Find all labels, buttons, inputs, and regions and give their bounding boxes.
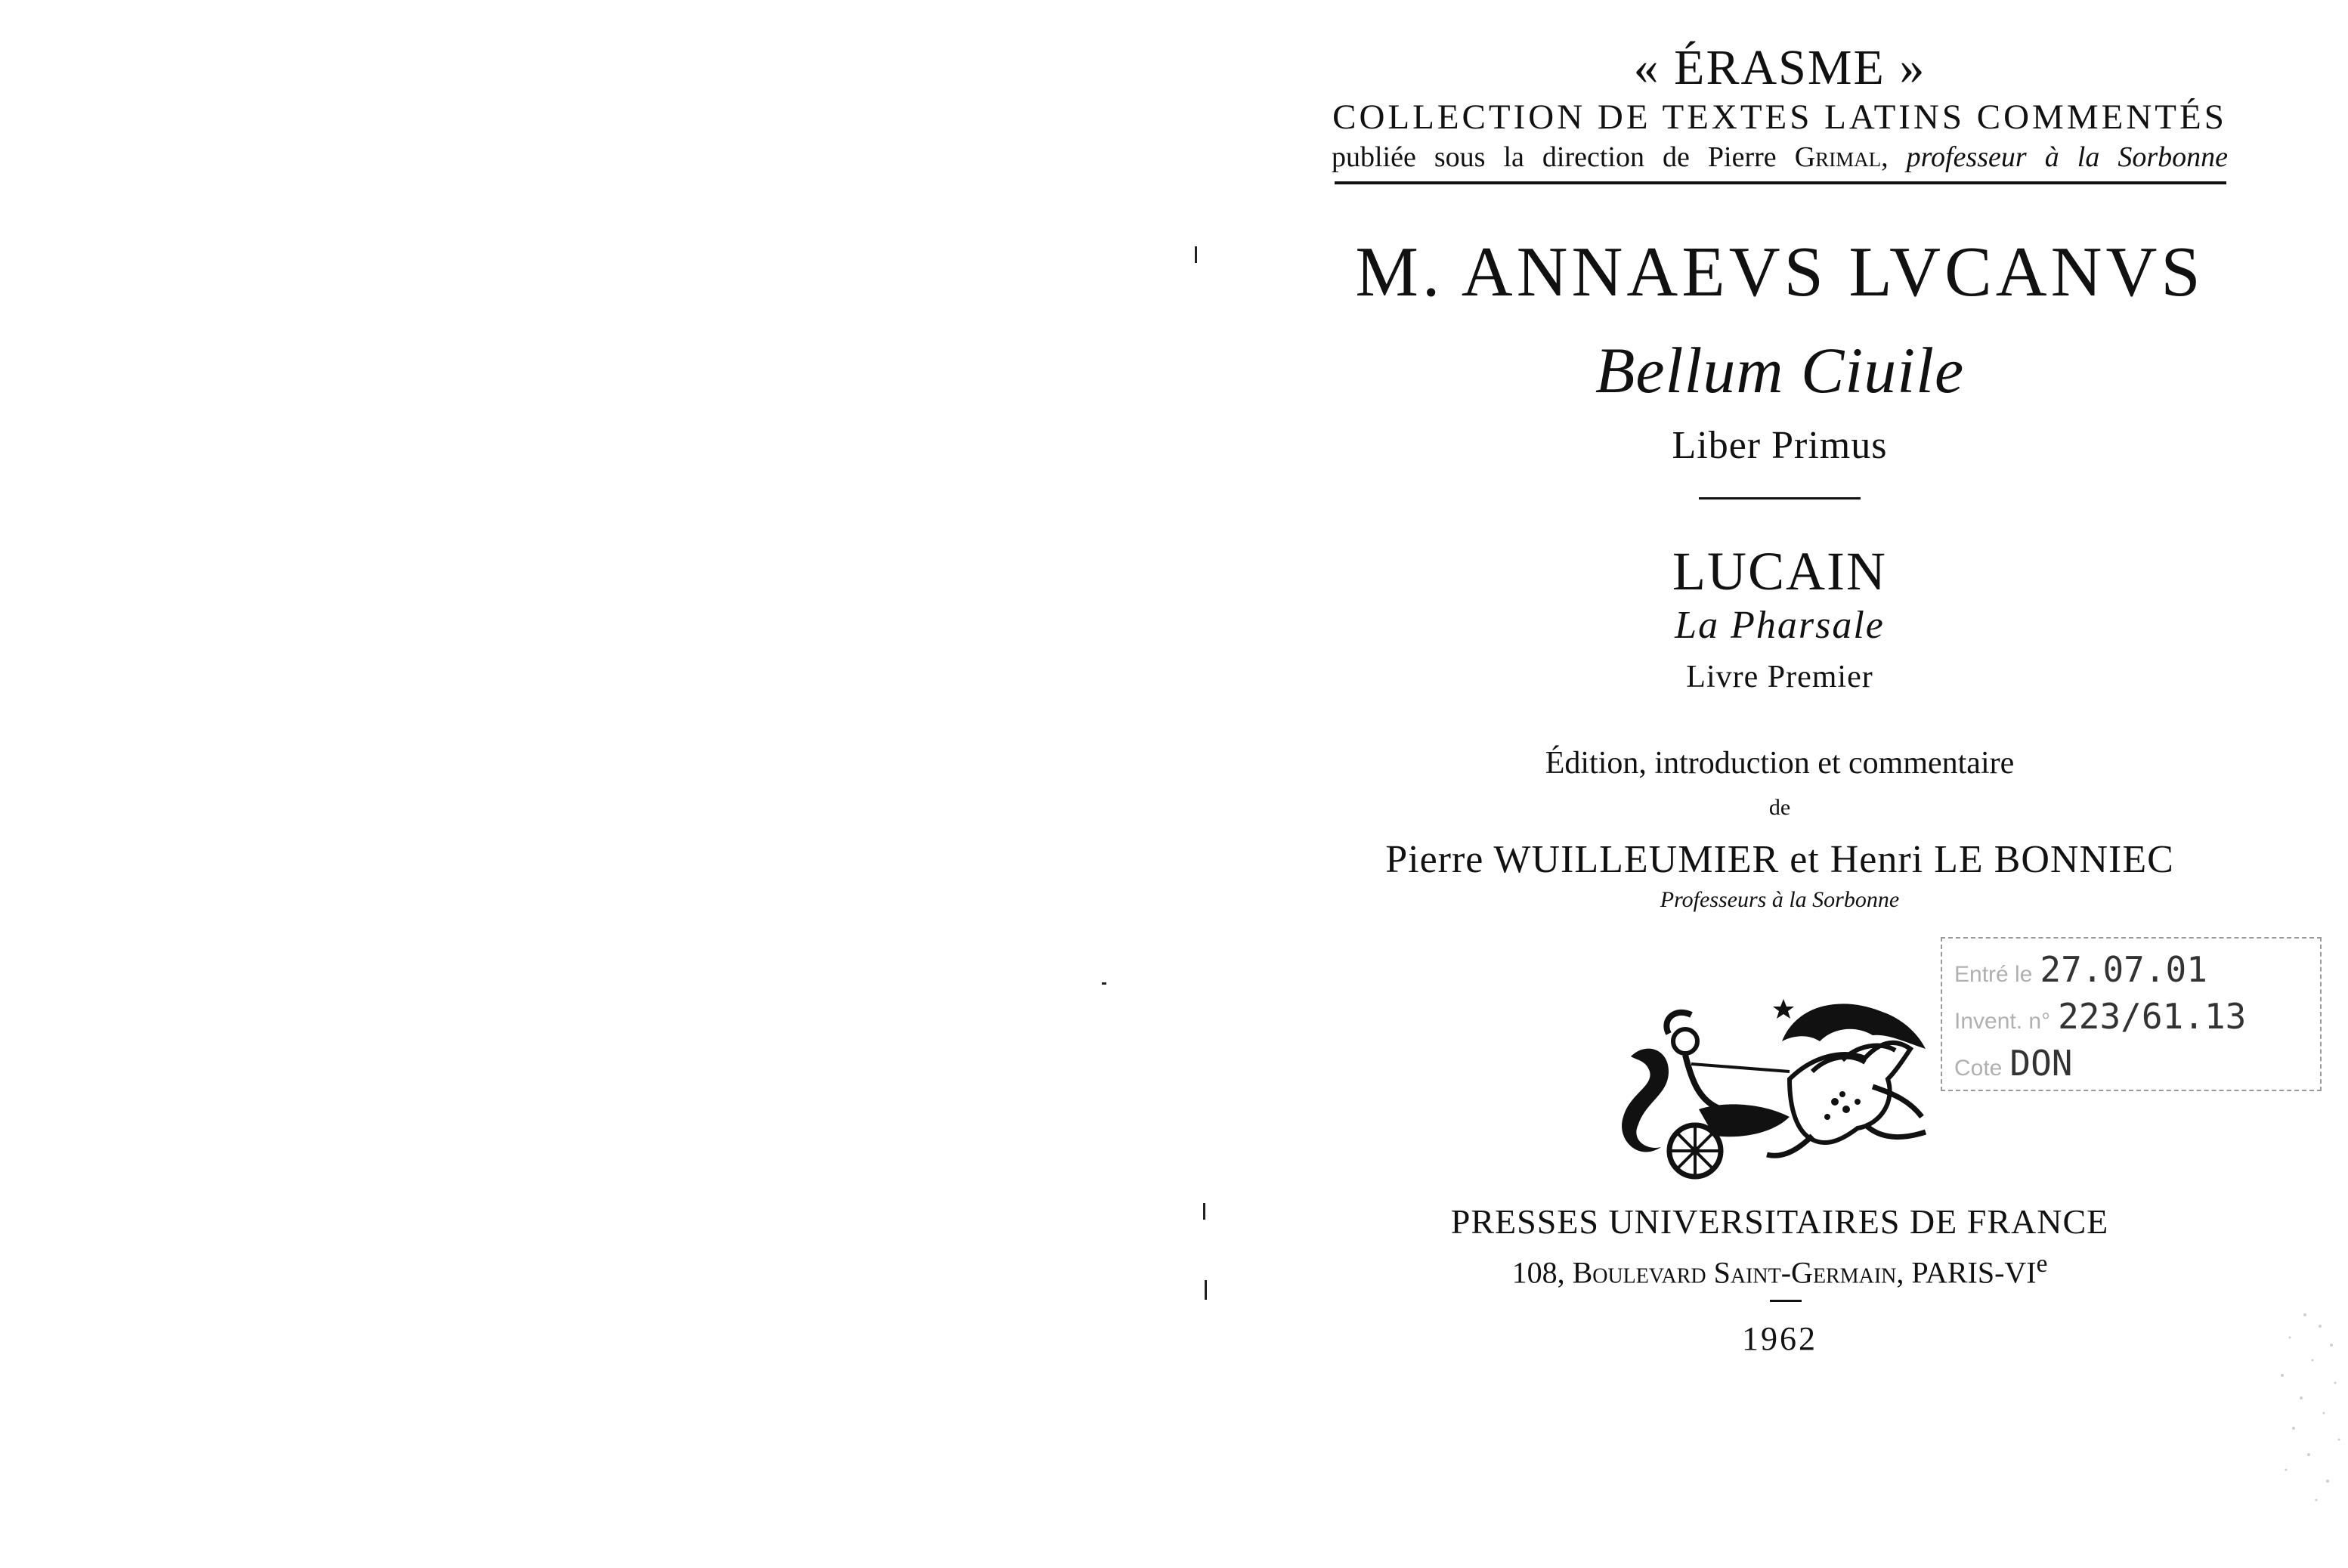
publisher-name: PRESSES UNIVERSITAIRES DE FRANCE <box>1450 1202 2109 1241</box>
address-number: 108, <box>1511 1255 1573 1290</box>
title-divider <box>1699 497 1861 499</box>
edition-de: de <box>1768 795 1791 820</box>
series-subtitle: COLLECTION DE TEXTES LATINS COMMENTÉS <box>1332 97 2227 137</box>
french-work: La Pharsale <box>1675 604 1885 647</box>
address-city: PARIS-VI <box>1904 1255 2037 1290</box>
address-street: Boulevard Saint-Germain, <box>1572 1255 1904 1290</box>
editors: Pierre WUILLEUMIER et Henri LE BONNIEC <box>1385 838 2174 881</box>
stamp-cote-label: Cote <box>1954 1056 2003 1081</box>
stamp-inventory-label: Invent. n° <box>1954 1009 2051 1034</box>
series-director <box>1332 141 2228 174</box>
editors-title: Professeurs à la Sorbonne <box>1660 887 1900 912</box>
latin-book: Liber Primus <box>1672 424 1888 467</box>
series-title: « ÉRASME » <box>1633 40 1926 95</box>
scan-mark <box>1203 1203 1205 1220</box>
series-rule <box>1335 181 2226 184</box>
scan-mark <box>1205 1280 1207 1300</box>
stamp-row-inventory <box>1954 996 2247 1037</box>
french-author: LUCAIN <box>1672 541 1887 602</box>
publisher-address <box>1332 1250 2228 1290</box>
stamp-entry-label: Entré le <box>1954 962 2033 987</box>
library-stamp <box>1941 937 2322 1091</box>
chariot-logo-icon <box>1616 988 1941 1185</box>
series-director-name: Grimal, <box>1794 141 1889 173</box>
edition-line: Édition, introduction et commentaire <box>1545 746 2015 781</box>
stamp-cote-value: DON <box>2009 1043 2073 1084</box>
publication-year: 1962 <box>1742 1320 1817 1357</box>
stamp-row-cote <box>1954 1043 2073 1084</box>
latin-author: M. ANNAEVS LVCANVS <box>1355 233 2204 311</box>
stamp-inventory-value: 223/61.13 <box>2058 996 2247 1037</box>
stamp-row-entry <box>1954 949 2207 990</box>
series-director-prefix: publiée sous la direction de Pierre <box>1332 141 1795 173</box>
latin-work: Bellum Ciuile <box>1595 334 1965 407</box>
series-director-role: professeur à la Sorbonne <box>1906 141 2229 173</box>
french-book: Livre Premier <box>1686 660 1873 694</box>
address-city-superscript: e <box>2036 1250 2048 1278</box>
scan-mark <box>1102 982 1106 985</box>
scan-mark <box>1195 246 1197 263</box>
page-edge-speckle <box>2260 1300 2348 1526</box>
publisher-rule <box>1770 1300 1802 1302</box>
stamp-entry-value: 27.07.01 <box>2040 949 2207 990</box>
